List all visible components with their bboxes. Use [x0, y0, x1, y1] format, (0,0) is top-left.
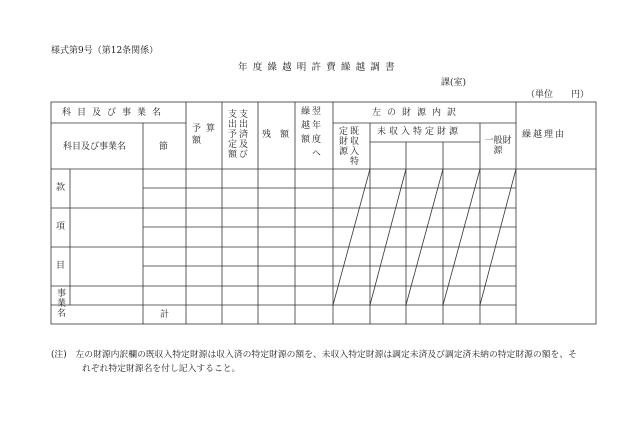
header-section: 節: [159, 142, 169, 152]
form-number: 様式第9号（第12条関係）: [51, 46, 159, 56]
row-label-jigyou: 事業名: [55, 288, 65, 318]
section-label: 課(室): [441, 78, 467, 88]
header-account-sub: 科目及び事業名: [63, 142, 127, 152]
row-label-moku: 目: [56, 261, 66, 271]
diagonal-strike: [370, 169, 406, 305]
header-received-specific: 既収入特定財源: [337, 126, 358, 166]
header-spent: 支出済及び支出予定額: [226, 109, 247, 159]
diagonal-strike: [480, 169, 516, 305]
footnote-marker: (注): [51, 350, 67, 360]
header-next-year: 翌年度へ繰越額: [299, 106, 320, 162]
footnote-line-2: れぞれ特定財源名を付し記入すること。: [82, 364, 241, 374]
header-remaining: 残 額: [262, 130, 290, 140]
header-general: 一般財源: [484, 136, 512, 156]
document-title: 年度繰越明許費繰越調書: [238, 62, 400, 73]
table-border: [51, 102, 596, 324]
unit-label: （単位 円）: [526, 90, 590, 100]
header-reason: 繰越理由: [522, 130, 567, 140]
row-label-total: 計: [160, 310, 170, 320]
diagonal-strike: [333, 169, 370, 305]
header-funding-group: 左の財源内訳: [372, 108, 463, 118]
row-label-kou: 項: [56, 222, 66, 232]
diagonal-strike: [443, 169, 480, 305]
row-label-kan: 款: [56, 183, 66, 193]
footnote: [51, 348, 611, 376]
header-account-group: 科目及び事業名: [62, 108, 168, 118]
footnote-line-1: 左の財源内訳欄の既収入特定財源は収入済の特定財源の額を、未収入特定財源は調定未済及び調定済未納の特定財源の額を、そ: [75, 350, 577, 360]
diagonal-strike: [406, 169, 443, 305]
header-unreceived-specific: 未収入特定財源: [377, 127, 462, 137]
